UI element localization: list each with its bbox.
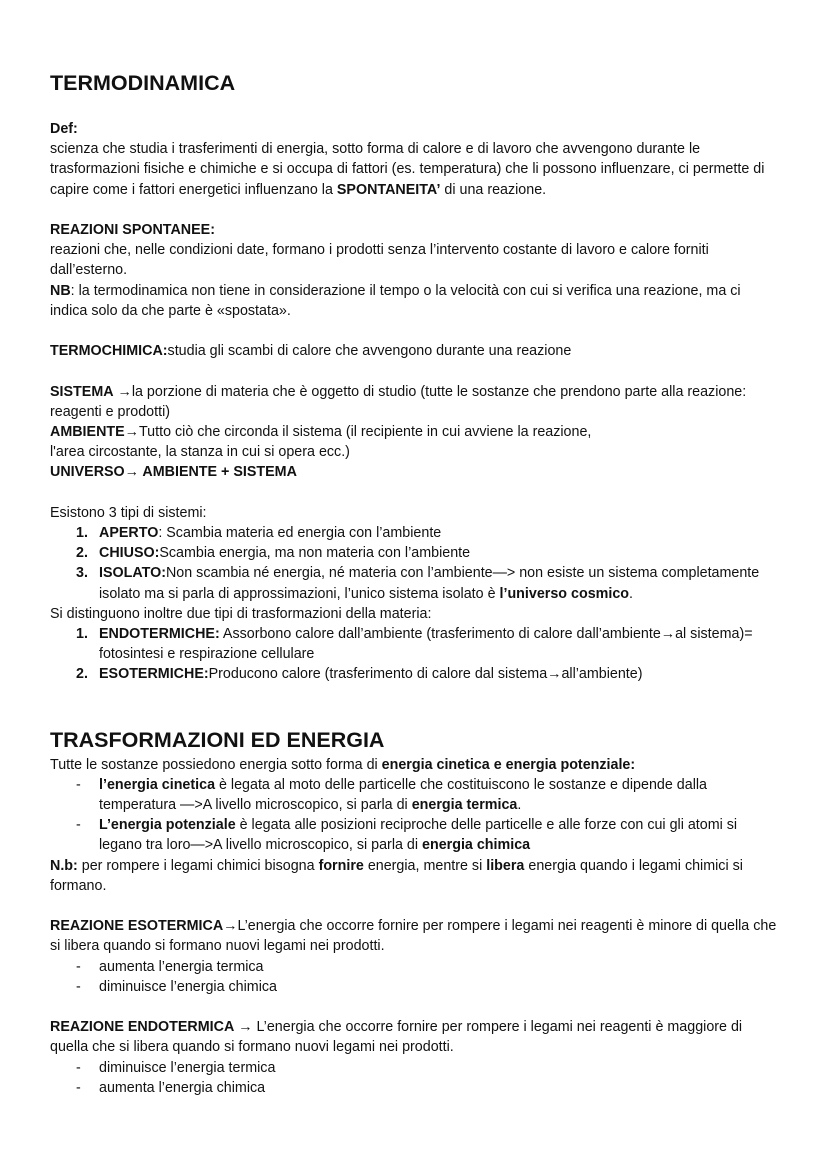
ambiente-line bbox=[50, 422, 780, 442]
list-item bbox=[50, 664, 780, 684]
list-item bbox=[50, 815, 780, 855]
energia-nb-libera: libera bbox=[486, 857, 525, 874]
spontanee-block bbox=[50, 220, 780, 321]
universo-line: UNIVERSO→ AMBIENTE + SISTEMA bbox=[50, 464, 297, 481]
sistema-block bbox=[50, 382, 780, 483]
termochimica-line bbox=[50, 341, 780, 361]
energia-cinetica-label: l’energia cinetica bbox=[99, 776, 216, 793]
list-number: 1. bbox=[76, 525, 88, 541]
sistema-isolato-text: Non scambia né energia, né materia con l’ambiente—> non esiste un sistema completamente isolato ma si parla di approssimazioni, l’unico sistema isolato è bbox=[99, 565, 760, 602]
endotermiche-text: Assorbono calore dall’ambiente (trasferimento di calore dall’ambiente→al sistema)= fotosintesi e respirazione cellulare bbox=[99, 626, 753, 663]
list-item bbox=[50, 1058, 780, 1078]
nb-label: NB bbox=[50, 282, 71, 299]
sistema-line bbox=[50, 382, 780, 422]
endotermica-line bbox=[50, 1017, 780, 1057]
energia-cinetica-text: è legata al moto delle particelle che costituiscono le sostanze e dipende dalla temperatura —>A livello microscopico, si parla di bbox=[99, 776, 707, 814]
energia-nb bbox=[50, 856, 780, 896]
energia-nb-label: N.b: bbox=[50, 857, 78, 874]
nb-text: : la termodinamica non tiene in considerazione il tempo o la velocità con cui si verifica una reazione, ma ci indica solo da che parte è «spostata». bbox=[50, 282, 741, 319]
sistemi-list bbox=[50, 523, 780, 604]
termochimica-label: TERMOCHIMICA: bbox=[50, 343, 168, 360]
universo-cosmico: l’universo cosmico bbox=[499, 585, 630, 602]
endotermica-text: → L’energia che occorre fornire per rompere i legami nei reagenti è maggiore di quella che si libera quando si formano nuovi legami nei prodotti. bbox=[50, 1019, 743, 1056]
energia-termica: energia termica bbox=[411, 797, 518, 814]
list-dash: - bbox=[76, 958, 81, 975]
energia-nb-a: per rompere i legami chimici bisogna bbox=[77, 857, 319, 874]
trasformazioni-intro: Si distinguono inoltre due tipi di trasformazioni della materia: bbox=[50, 605, 432, 622]
definition-block bbox=[50, 119, 780, 200]
sistemi-block bbox=[50, 503, 780, 685]
energia-chimica: energia chimica bbox=[422, 837, 531, 854]
sistema-label: SISTEMA bbox=[50, 383, 114, 400]
list-item bbox=[50, 543, 780, 563]
esotermica-list bbox=[50, 957, 780, 997]
list-item-text: diminuisce l’energia termica bbox=[99, 1059, 276, 1076]
endotermica-list bbox=[50, 1058, 780, 1098]
list-item bbox=[50, 775, 780, 815]
def-text-a: scienza che studia i trasferimenti di energia, sotto forma di calore e di lavoro che avvengono durante le trasformazioni fisiche e chimiche e si occupa di fattori (es. temperatura) che li possono influenzare, ci permette di capire come i fattori energetici influenzano la bbox=[50, 141, 765, 198]
esotermica-line bbox=[50, 916, 780, 956]
esotermica-block bbox=[50, 916, 780, 997]
page-title: TERMODINAMICA bbox=[50, 71, 236, 95]
endotermiche-label: ENDOTERMICHE: bbox=[99, 626, 220, 643]
spontanee-nb bbox=[50, 281, 780, 321]
energia-intro-text: Tutte le sostanze possiedono energia sotto forma di bbox=[50, 756, 382, 773]
ambiente-line-2: l'area circostante, la stanza in cui si opera ecc.) bbox=[50, 444, 350, 461]
list-dash: - bbox=[76, 1059, 81, 1076]
energia-list bbox=[50, 775, 780, 856]
list-number: 2. bbox=[76, 666, 88, 683]
document-page bbox=[50, 68, 780, 1098]
def-text bbox=[50, 139, 780, 200]
list-item bbox=[50, 624, 780, 664]
def-spontaneita: SPONTANEITA’ bbox=[336, 181, 441, 198]
list-dash: - bbox=[76, 776, 81, 793]
list-dash: - bbox=[76, 1079, 81, 1096]
section-title: TRASFORMAZIONI ED ENERGIA bbox=[50, 727, 385, 752]
esotermica-text: →L’energia che occorre fornire per rompere i legami nei reagenti è minore di quella che si libera quando si formano nuovi legami nei prodotti. bbox=[50, 918, 777, 955]
list-item bbox=[50, 977, 780, 997]
ambiente-label: AMBIENTE bbox=[50, 424, 125, 440]
list-number: 2. bbox=[76, 545, 88, 562]
sistema-isolato-tail: . bbox=[629, 585, 633, 602]
energia-intro bbox=[50, 755, 780, 775]
list-dash: - bbox=[76, 978, 81, 995]
energia-intro-bold: energia cinetica e energia potenziale: bbox=[381, 756, 636, 773]
def-label: Def: bbox=[50, 121, 78, 137]
trasformazioni-list bbox=[50, 624, 780, 685]
def-text-b: di una reazione. bbox=[440, 181, 547, 198]
energia-cinetica-tail: . bbox=[517, 797, 522, 814]
energia-potenziale-label: L’energia potenziale bbox=[99, 817, 236, 834]
sistema-chiuso-label: CHIUSO: bbox=[99, 545, 160, 562]
endotermica-label: REAZIONE ENDOTERMICA bbox=[50, 1019, 235, 1036]
spontanee-text: reazioni che, nelle condizioni date, formano i prodotti senza l’intervento costante di lavoro e calore forniti dall’esterno. bbox=[50, 242, 709, 279]
list-item-text: diminuisce l’energia chimica bbox=[99, 978, 277, 995]
list-number: 1. bbox=[76, 626, 88, 643]
energia-nb-fornire: fornire bbox=[318, 857, 364, 874]
list-item bbox=[50, 1078, 780, 1098]
energia-potenziale-text: è legata alle posizioni reciproche delle particelle e alle forze con cui gli atomi si legano tra loro—>A livello microscopico, si parla di bbox=[99, 817, 738, 854]
list-item bbox=[50, 957, 780, 977]
sistemi-intro: Esistono 3 tipi di sistemi: bbox=[50, 504, 207, 521]
list-item bbox=[50, 563, 780, 603]
ambiente-text-1: →Tutto ciò che circonda il sistema (il recipiente in cui avviene la reazione, bbox=[124, 424, 592, 440]
termochimica-text: studia gli scambi di calore che avvengono durante una reazione bbox=[167, 343, 572, 360]
esotermiche-label: ESOTERMICHE: bbox=[99, 666, 209, 683]
sistema-isolato-label: ISOLATO: bbox=[99, 565, 166, 582]
sistema-aperto-label: APERTO bbox=[99, 525, 159, 541]
esotermiche-text: Producono calore (trasferimento di calore dal sistema→all’ambiente) bbox=[208, 666, 643, 683]
list-item-text: aumenta l’energia termica bbox=[99, 958, 264, 975]
sistema-chiuso-text: Scambia energia, ma non materia con l’ambiente bbox=[159, 545, 471, 562]
list-item bbox=[50, 523, 780, 543]
energia-nb-c: energia quando i legami chimici si formano. bbox=[50, 857, 743, 894]
list-item-text: aumenta l’energia chimica bbox=[99, 1079, 266, 1096]
energia-nb-b: energia, mentre si bbox=[363, 857, 487, 874]
list-number: 3. bbox=[76, 565, 88, 582]
esotermica-label: REAZIONE ESOTERMICA bbox=[50, 918, 224, 935]
sistema-text: →la porzione di materia che è oggetto di studio (tutte le sostanze che prendono parte alla reazione: reagenti e prodotti) bbox=[50, 383, 747, 420]
endotermica-block bbox=[50, 1017, 780, 1098]
spontanee-heading: REAZIONI SPONTANEE: bbox=[50, 222, 215, 238]
list-dash: - bbox=[76, 817, 81, 834]
sistema-aperto-text: : Scambia materia ed energia con l’ambiente bbox=[158, 525, 442, 541]
